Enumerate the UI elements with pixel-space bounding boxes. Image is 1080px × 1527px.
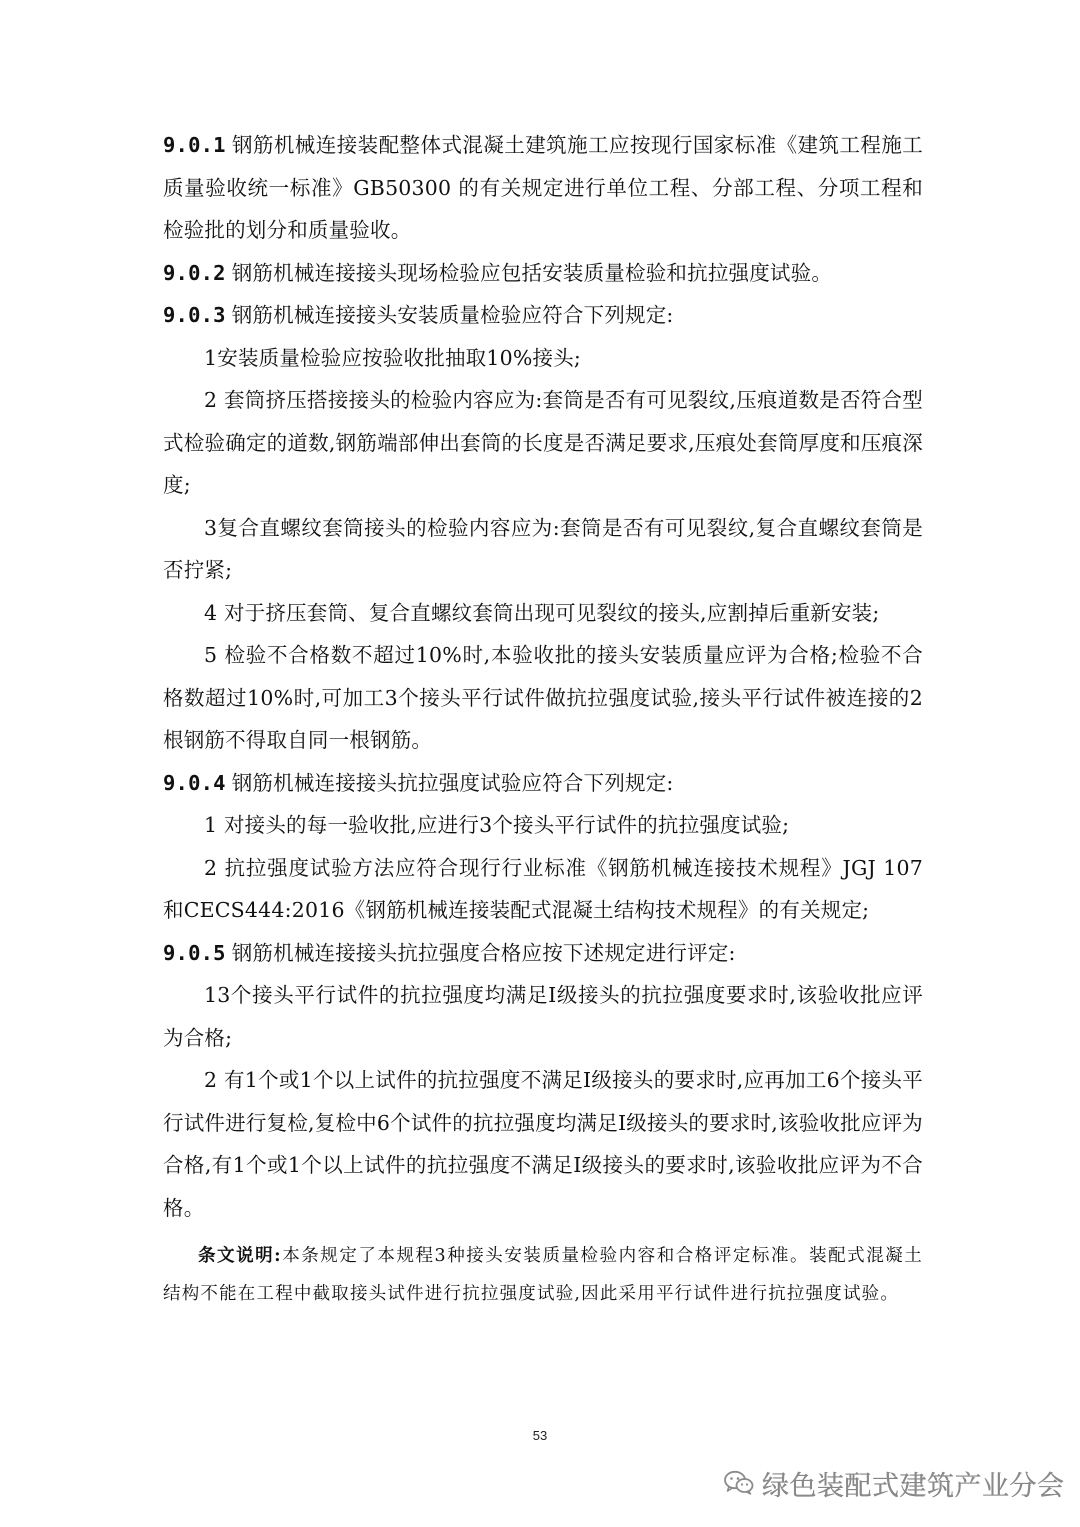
clause-item: 2 有1个或1个以上试件的抗拉强度不满足Ⅰ级接头的要求时,应再加工6个接头平行试件进行复检,复检中6个试件的抗拉强度均满足Ⅰ级接头的要求时,该验收批应评为合格,有1个或1个以上试件的抗拉强度不满足Ⅰ级接头的要求时,该验收批应评为不合格。: [163, 1068, 923, 1220]
clause-9-0-1: [163, 124, 923, 252]
clause-text: 钢筋机械连接接头抗拉强度试验应符合下列规定:: [231, 770, 674, 795]
clause-text: 钢筋机械连接接头现场检验应包括安装质量检验和抗拉强度试验。: [231, 260, 833, 285]
clause-text: 钢筋机械连接接头安装质量检验应符合下列规定:: [231, 303, 674, 327]
clause-number: 9.0.5: [163, 940, 226, 965]
clause-9-0-3: [163, 294, 923, 337]
clause-explanation: [163, 1237, 923, 1313]
clause-number: 9.0.2: [163, 260, 226, 285]
clause-text: 钢筋机械连接装配整体式混凝土建筑施工应按现行国家标准《建筑工程施工质量验收统一标准》GB50300 的有关规定进行单位工程、分部工程、分项工程和检验批的划分和质量验收。: [163, 133, 923, 242]
wechat-icon: [724, 1470, 754, 1496]
clause-number: 9.0.3: [163, 303, 226, 327]
clause-item: 1 对接头的每一验收批,应进行3个接头平行试件的抗拉强度试验;: [204, 813, 790, 837]
clause-item: 2 抗拉强度试验方法应符合现行行业标准《钢筋机械连接技术规程》JGJ 107和CECS444:2016《钢筋机械连接装配式混凝土结构技术规程》的有关规定;: [163, 855, 923, 922]
clause-text: 钢筋机械连接接头抗拉强度合格应按下述规定进行评定:: [231, 940, 736, 965]
clause-item: 5 检验不合格数不超过10%时,本验收批的接头安装质量应评为合格;检验不合格数超过10%时,可加工3个接头平行试件做抗拉强度试验,接头平行试件被连接的2根钢筋不得取自同一根钢筋。: [163, 643, 923, 752]
clause-item: 3复合直螺纹套筒接头的检验内容应为:套筒是否有可见裂纹,复合直螺纹套筒是否拧紧;: [163, 515, 923, 582]
clause-9-0-5: [163, 932, 923, 975]
document-body: [163, 124, 923, 1313]
page-number: 53: [532, 1428, 548, 1443]
clause-number: 9.0.1: [163, 133, 226, 157]
watermark: [724, 1463, 1064, 1503]
clause-item: 2 套筒挤压搭接接头的检验内容应为:套筒是否有可见裂纹,压痕道数是否符合型式检验确定的道数,钢筋端部伸出套筒的长度是否满足要求,压痕处套筒厚度和压痕深度;: [163, 388, 923, 497]
clause-explanation-text: 本条规定了本规程3种接头安装质量检验内容和合格评定标准。装配式混凝土结构不能在工程中截取接头试件进行抗拉强度试验,因此采用平行试件进行抗拉强度试验。: [163, 1246, 923, 1304]
clause-9-0-2: [163, 252, 923, 295]
clause-9-0-4: [163, 762, 923, 805]
clause-item: 13个接头平行试件的抗拉强度均满足Ⅰ级接头的抗拉强度要求时,该验收批应评为合格;: [163, 983, 923, 1050]
clause-explanation-label: 条文说明:: [198, 1246, 282, 1266]
clause-item: 1安装质量检验应按验收批抽取10%接头;: [204, 345, 582, 370]
watermark-text: 绿色装配式建筑产业分会: [762, 1470, 1065, 1502]
clause-number: 9.0.4: [163, 770, 226, 795]
clause-item: 4 对于挤压套筒、复合直螺纹套筒出现可见裂纹的接头,应割掉后重新安装;: [204, 600, 880, 625]
